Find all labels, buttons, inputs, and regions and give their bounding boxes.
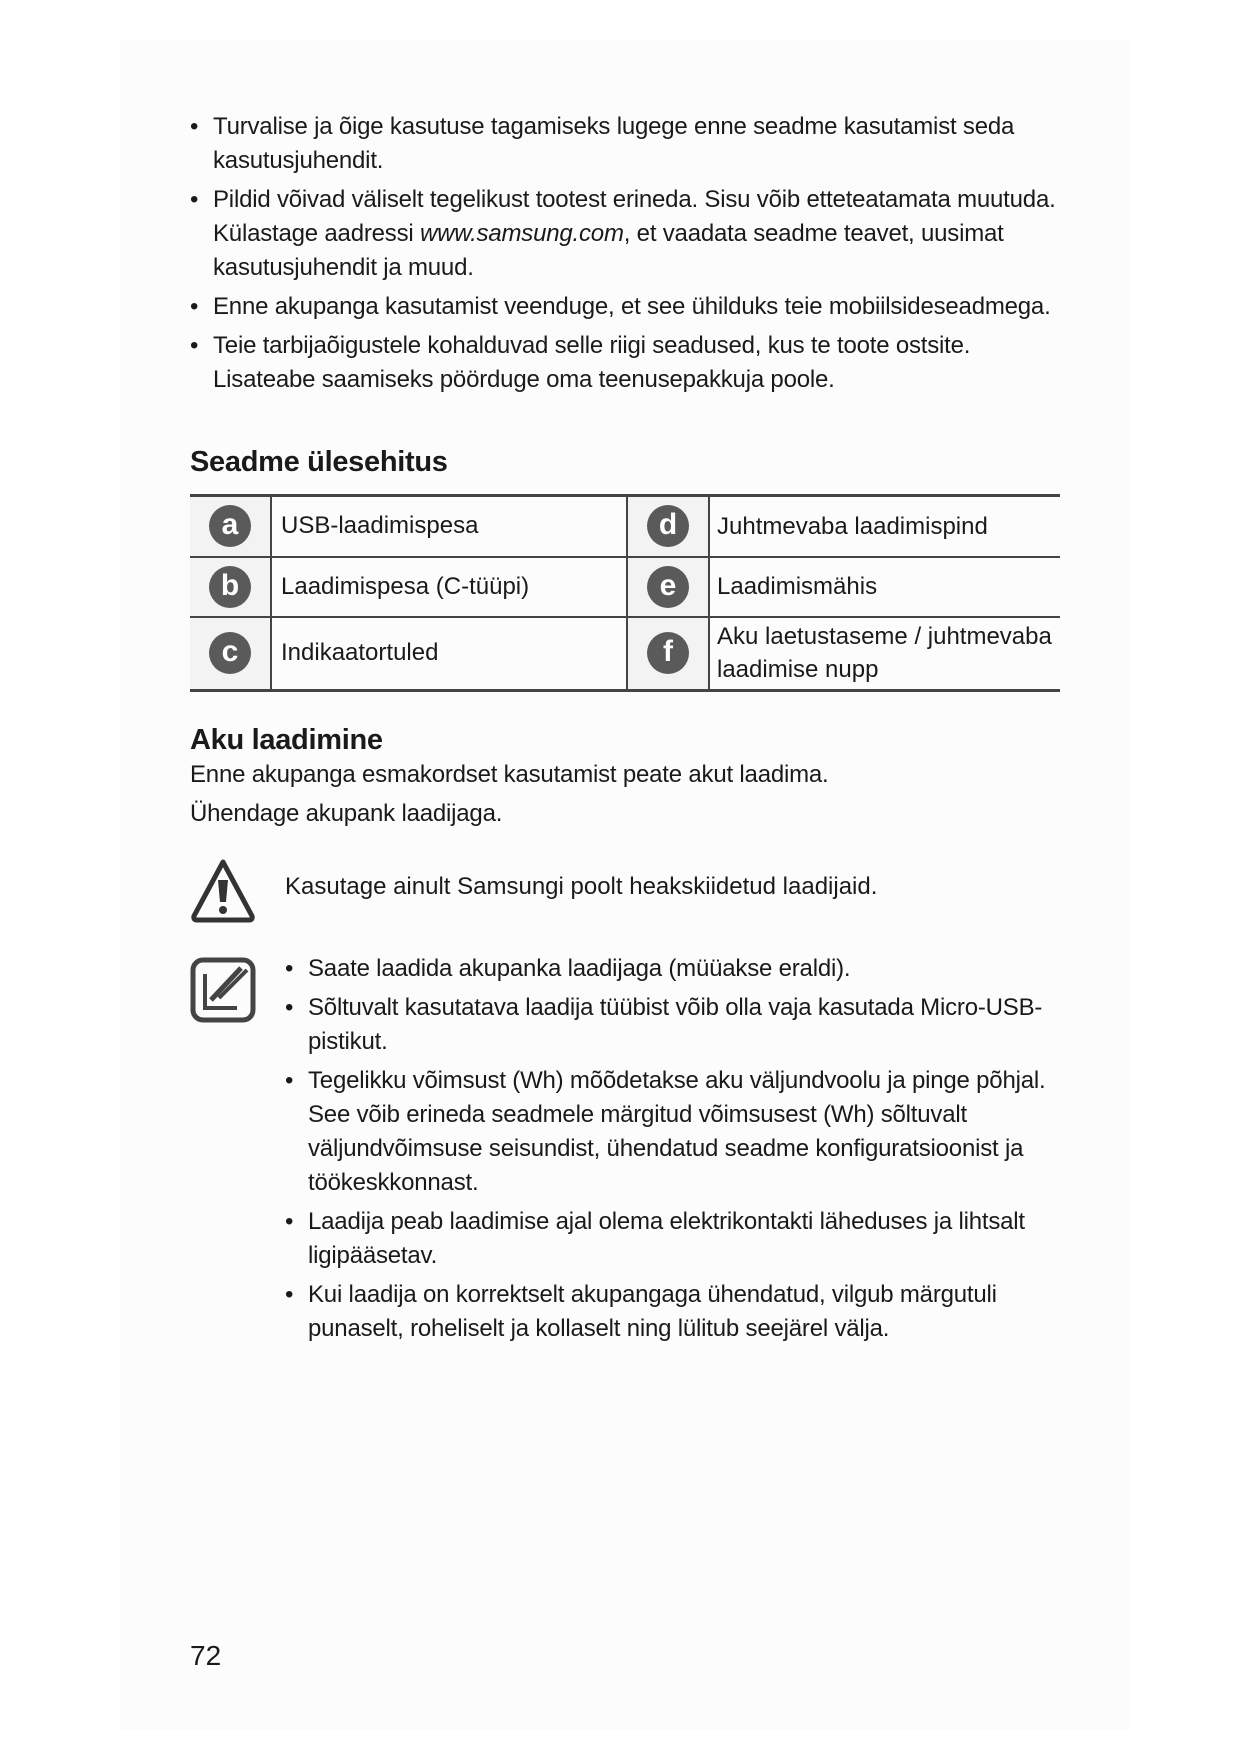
intro-bullet: • Teie tarbijaõigustele kohalduvad selle riigi seadused, kus te toote ostsite. Lisateabe saamiseks pöörduge oma teenusepakkuja poole.: [190, 329, 1060, 397]
part-label: Indikaatortuled: [271, 617, 627, 691]
intro-section: [190, 110, 1060, 402]
device-parts-table: [190, 494, 1060, 692]
part-label: USB-laadimispesa: [271, 496, 627, 557]
note-bullet: • Kui laadija on korrektselt akupangaga ühendatud, vilgub märgutuli punaselt, roheliselt ja kollaselt ning lülitub seejärel välja.: [285, 1278, 1065, 1346]
charging-paragraph: Ühendage akupank laadijaga.: [190, 800, 503, 827]
bullet-text: Pildid võivad väliselt tegelikust tootest erineda. Sisu võib etteteatamata muutuda. Külastage aadressi: [213, 186, 1056, 247]
note-bullet: • Tegelikku võimsust (Wh) mõõdetakse aku väljundvoolu ja pinge põhjal. See võib erineda seadmele märgitud võimsusest (Wh) sõltuvalt väljundvõimsuse seisundist, ühendatud seadme konfiguratsioonist ja töökeskkonnast.: [285, 1064, 1065, 1200]
warning-icon: [190, 858, 256, 924]
note-section: [285, 952, 1065, 1351]
note-bullet-list: [285, 952, 1065, 1346]
part-d-icon: d: [627, 496, 709, 557]
table-row: [190, 557, 1060, 617]
page-number: 72: [190, 1640, 222, 1671]
table-row: [190, 496, 1060, 557]
note-bullet: • Laadija peab laadimise ajal olema elektrikontakti läheduses ja lihtsalt ligipääsetav.: [285, 1205, 1065, 1273]
bullet-text: , et vaadata seadme teavet, uusimat kasutusjuhendit ja muud.: [213, 220, 1004, 281]
part-a-icon: a: [190, 496, 271, 557]
note-bullet: • Sõltuvalt kasutatava laadija tüübist võib olla vaja kasutada Micro-USB-pistikut.: [285, 991, 1065, 1059]
part-f-icon: f: [627, 617, 709, 691]
note-bullet: • Saate laadida akupanka laadijaga (müüakse eraldi).: [285, 952, 1065, 986]
intro-bullet: • Turvalise ja õige kasutuse tagamiseks lugege enne seadme kasutamist seda kasutusjuhendit.: [190, 110, 1060, 178]
section-heading-charging: Aku laadimine: [190, 724, 383, 756]
charging-paragraph: Enne akupanga esmakordset kasutamist peate akut laadima.: [190, 761, 829, 788]
part-label: Laadimispesa (C-tüüpi): [271, 557, 627, 617]
part-label: Aku laetustaseme / juhtmevaba laadimise nupp: [709, 617, 1060, 691]
note-icon: [189, 956, 257, 1024]
part-label: Juhtmevaba laadimispind: [709, 496, 1060, 557]
samsung-url-link[interactable]: www.samsung.com: [420, 220, 624, 247]
warning-text: Kasutage ainult Samsungi poolt heakskiidetud laadijaid.: [285, 873, 878, 900]
section-heading-structure: Seadme ülesehitus: [190, 446, 448, 478]
intro-bullet: [190, 183, 1060, 285]
part-c-icon: c: [190, 617, 271, 691]
part-b-icon: b: [190, 557, 271, 617]
intro-bullet-list: [190, 110, 1060, 397]
part-label: Laadimismähis: [709, 557, 1060, 617]
part-e-icon: e: [627, 557, 709, 617]
table-row: [190, 617, 1060, 691]
intro-bullet: • Enne akupanga kasutamist veenduge, et see ühilduks teie mobiilsideseadmega.: [190, 290, 1060, 324]
